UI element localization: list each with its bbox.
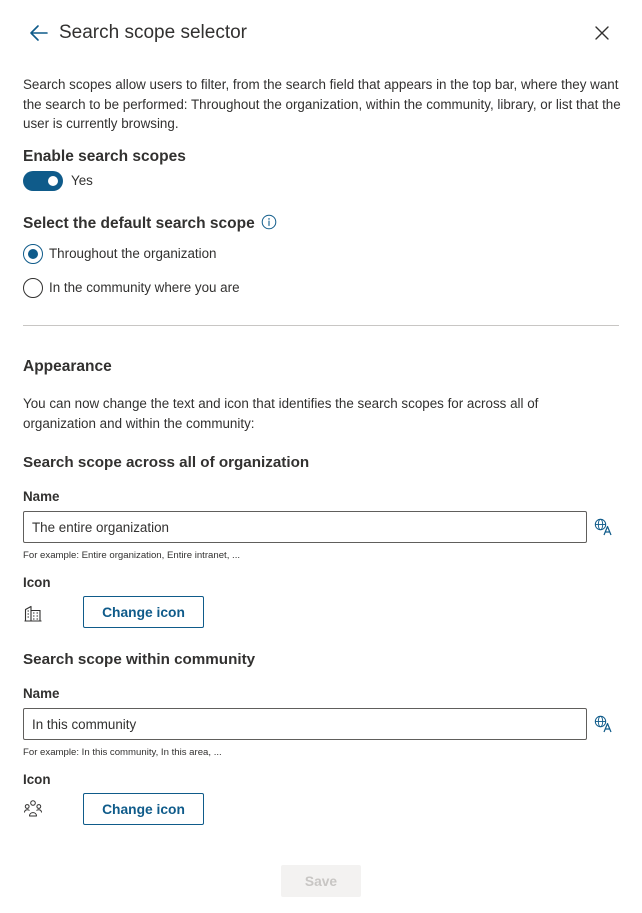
community-change-icon-button[interactable]: Change icon (83, 793, 204, 825)
appearance-description: You can now change the text and icon that identifies the search scopes for across all of organization and within the community: (23, 396, 539, 431)
org-scope-title: Search scope across all of organization (23, 454, 310, 471)
translate-icon[interactable] (594, 715, 614, 733)
page-title: Search scope selector (59, 22, 247, 43)
radio-label-community[interactable]: In the community where you are (49, 280, 240, 295)
back-button[interactable] (27, 22, 51, 44)
radio-label-organization[interactable]: Throughout the organization (49, 246, 217, 261)
org-change-icon-button[interactable]: Change icon (83, 596, 204, 628)
toggle-knob (48, 176, 58, 186)
close-icon (592, 23, 612, 43)
org-icon-label: Icon (23, 575, 51, 590)
org-name-input[interactable] (23, 511, 587, 543)
community-scope-title: Search scope within community (23, 651, 256, 668)
save-button[interactable]: Save (281, 865, 361, 897)
section-divider (23, 325, 619, 326)
appearance-title: Appearance (23, 358, 112, 375)
close-button[interactable] (592, 23, 612, 43)
community-name-hint: For example: In this community, In this area, ... (23, 747, 222, 758)
community-name-label: Name (23, 686, 60, 701)
people-community-icon (23, 798, 43, 818)
radio-community[interactable] (23, 278, 43, 298)
community-name-input[interactable] (23, 708, 587, 740)
translate-icon[interactable] (594, 518, 614, 536)
community-icon-label: Icon (23, 772, 51, 787)
default-scope-label: Select the default search scope (23, 215, 255, 232)
building-icon (23, 602, 43, 622)
org-name-label: Name (23, 489, 60, 504)
arrow-left-icon (27, 22, 51, 44)
enable-scopes-label: Enable search scopes (23, 148, 186, 165)
enable-scopes-toggle[interactable] (23, 171, 63, 191)
org-name-hint: For example: Entire organization, Entire intranet, ... (23, 550, 241, 561)
radio-throughout-organization[interactable] (23, 244, 43, 264)
description-text: Search scopes allow users to filter, from the search field that appears in the top bar, where they want the search to be performed: Throughout the organization, within the community, library, or list that the user is currently browsing. (23, 77, 621, 131)
info-icon[interactable] (261, 214, 277, 230)
toggle-state-label: Yes (71, 173, 93, 188)
